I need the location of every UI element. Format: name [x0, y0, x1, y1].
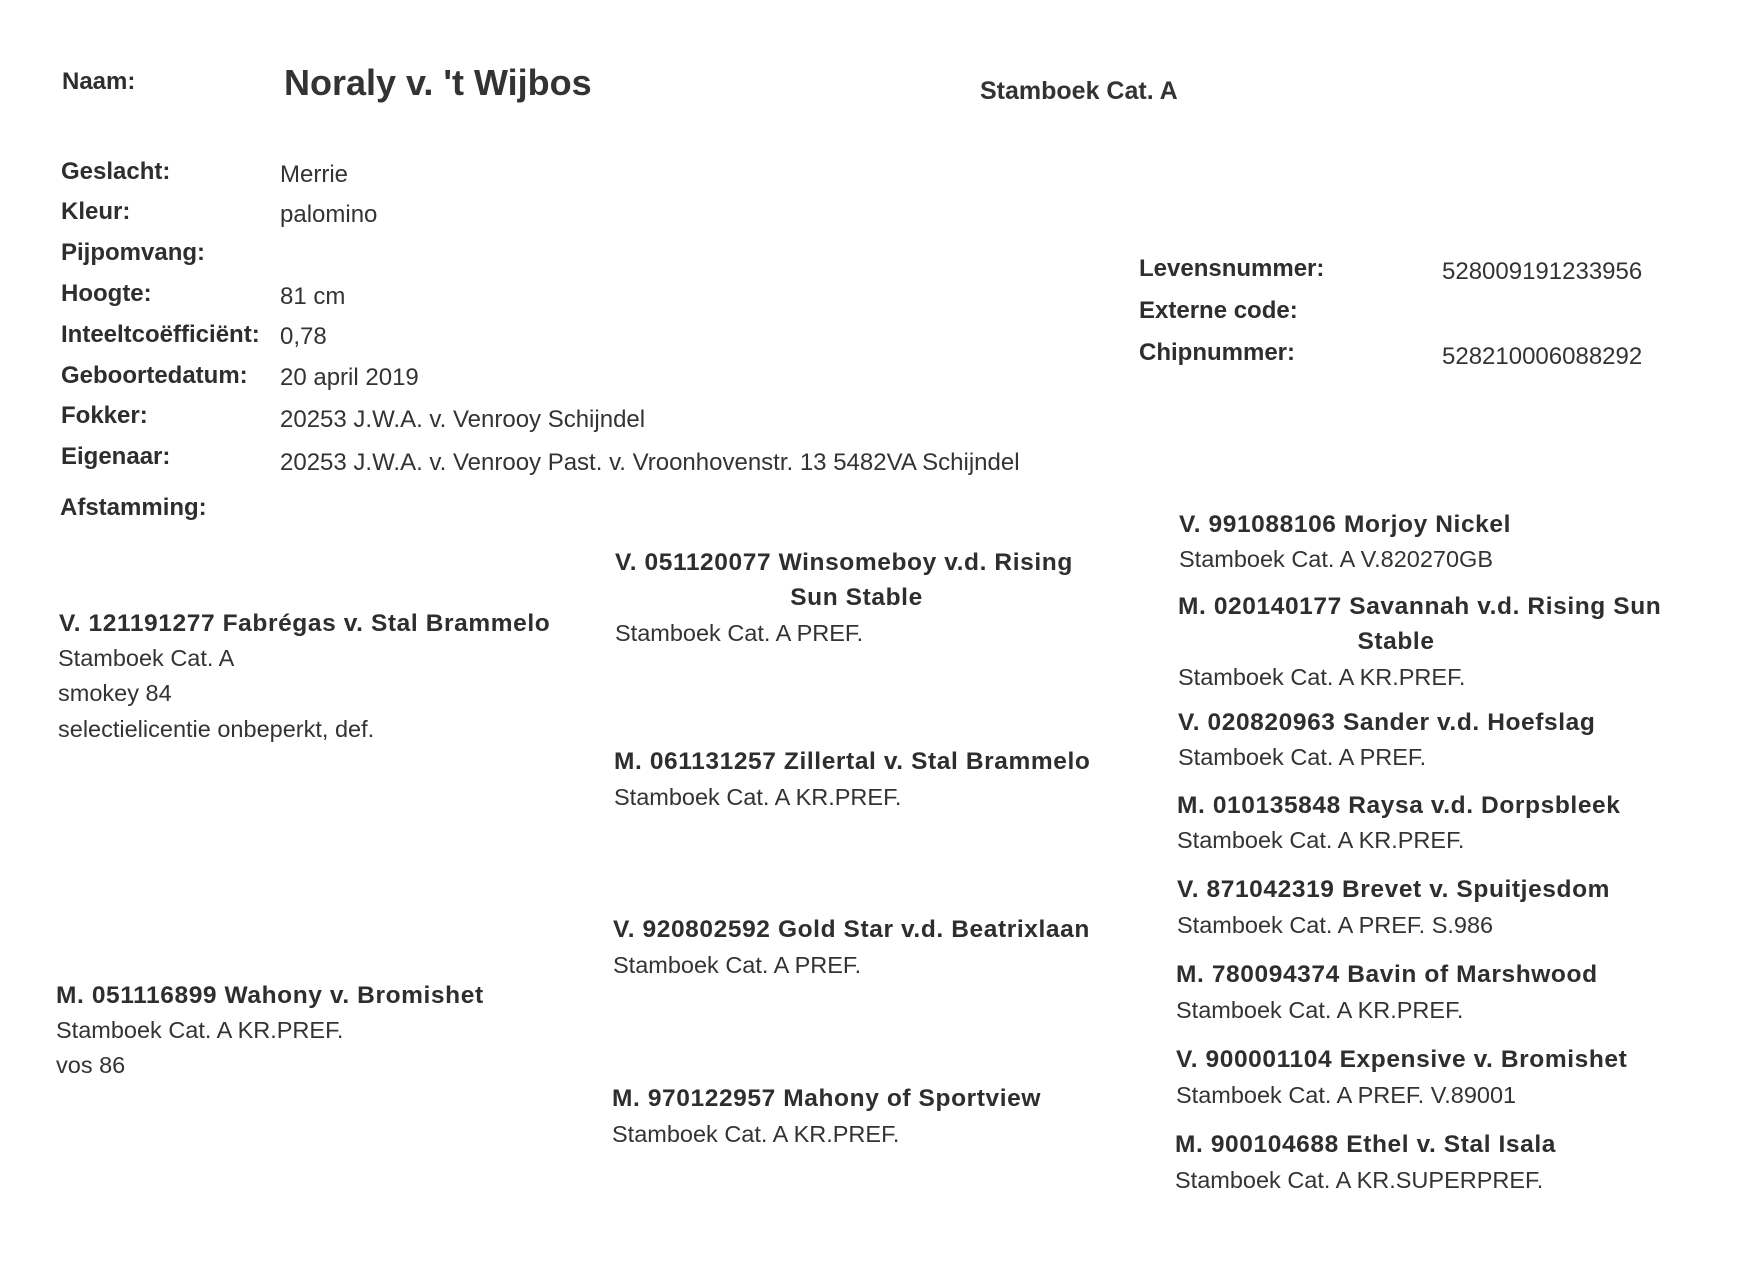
great-grandparent-name: V. 871042319 Brevet v. Spuitjesdom	[1177, 876, 1611, 903]
grandparent-studbook: Stamboek Cat. A KR.PREF.	[614, 784, 902, 810]
chipnummer-value: 528210006088292	[1442, 343, 1643, 370]
great-grandparent-studbook: Stamboek Cat. A KR.PREF.	[1176, 997, 1464, 1023]
great-grandparent-name: V. 020820963 Sander v.d. Hoefslag	[1178, 709, 1596, 736]
grandparent-name: M. 061131257 Zillertal v. Stal Brammelo	[614, 748, 1091, 775]
inteelt-label: Inteeltcoëfficiënt:	[61, 321, 260, 348]
grandparent-name-cont: Sun Stable	[790, 584, 923, 611]
levensnummer-value: 528009191233956	[1442, 258, 1643, 285]
sire-name: V. 121191277 Fabrégas v. Stal Brammelo	[59, 610, 551, 637]
chipnummer-label: Chipnummer:	[1139, 339, 1295, 366]
great-grandparent-name: M. 780094374 Bavin of Marshwood	[1176, 961, 1598, 988]
fokker-value: 20253 J.W.A. v. Venrooy Schijndel	[280, 406, 646, 433]
great-grandparent-studbook: Stamboek Cat. A PREF. S.986	[1177, 912, 1494, 938]
great-grandparent-studbook: Stamboek Cat. A KR.PREF.	[1177, 827, 1465, 853]
eigenaar-value: 20253 J.W.A. v. Venrooy Past. v. Vroonhovenstr. 13 5482VA Schijndel	[280, 449, 1020, 476]
great-grandparent-studbook: Stamboek Cat. A PREF. V.89001	[1176, 1082, 1517, 1108]
grandparent-studbook: Stamboek Cat. A PREF.	[613, 952, 862, 978]
great-grandparent-studbook: Stamboek Cat. A V.820270GB	[1179, 546, 1493, 572]
fokker-label: Fokker:	[61, 402, 148, 429]
great-grandparent-studbook: Stamboek Cat. A KR.SUPERPREF.	[1175, 1167, 1544, 1193]
geboortedatum-label: Geboortedatum:	[61, 362, 248, 389]
great-grandparent-name-cont: Stable	[1357, 628, 1435, 655]
horse-name-title: Noraly v. 't Wijbos	[284, 62, 592, 103]
pijpomvang-label: Pijpomvang:	[61, 239, 206, 266]
great-grandparent-name: M. 020140177 Savannah v.d. Rising Sun	[1178, 593, 1662, 620]
kleur-value: palomino	[280, 201, 378, 228]
geboortedatum-value: 20 april 2019	[280, 364, 419, 391]
great-grandparent-name: M. 900104688 Ethel v. Stal Isala	[1175, 1131, 1557, 1158]
grandparent-studbook: Stamboek Cat. A KR.PREF.	[612, 1121, 900, 1147]
inteelt-value: 0,78	[280, 323, 327, 350]
grandparent-name: V. 051120077 Winsomeboy v.d. Rising	[615, 549, 1073, 576]
kleur-label: Kleur:	[61, 198, 131, 225]
hoogte-label: Hoogte:	[61, 280, 152, 307]
sire-license: selectielicentie onbeperkt, def.	[58, 716, 375, 742]
grandparent-name: V. 920802592 Gold Star v.d. Beatrixlaan	[613, 916, 1090, 943]
great-grandparent-studbook: Stamboek Cat. A PREF.	[1178, 744, 1427, 770]
great-grandparent-name: V. 900001104 Expensive v. Bromishet	[1176, 1046, 1628, 1073]
great-grandparent-studbook: Stamboek Cat. A KR.PREF.	[1178, 664, 1466, 690]
grandparent-name: M. 970122957 Mahony of Sportview	[612, 1085, 1042, 1112]
sire-studbook: Stamboek Cat. A	[58, 645, 235, 671]
externe-code-label: Externe code:	[1139, 297, 1298, 324]
great-grandparent-name: V. 991088106 Morjoy Nickel	[1179, 511, 1512, 538]
grandparent-studbook: Stamboek Cat. A PREF.	[615, 620, 864, 646]
levensnummer-label: Levensnummer:	[1139, 255, 1325, 282]
geslacht-label: Geslacht:	[61, 158, 171, 185]
geslacht-value: Merrie	[280, 161, 349, 188]
eigenaar-label: Eigenaar:	[61, 443, 171, 470]
dam-name: M. 051116899 Wahony v. Bromishet	[56, 982, 484, 1009]
great-grandparent-name: M. 010135848 Raysa v.d. Dorpsbleek	[1177, 792, 1621, 819]
studbook-category: Stamboek Cat. A	[980, 77, 1178, 105]
sire-color: smokey 84	[58, 680, 172, 706]
dam-color: vos 86	[56, 1052, 126, 1078]
dam-studbook: Stamboek Cat. A KR.PREF.	[56, 1017, 344, 1043]
hoogte-value: 81 cm	[280, 283, 346, 310]
name-label: Naam:	[62, 68, 136, 95]
afstamming-label: Afstamming:	[60, 494, 207, 521]
